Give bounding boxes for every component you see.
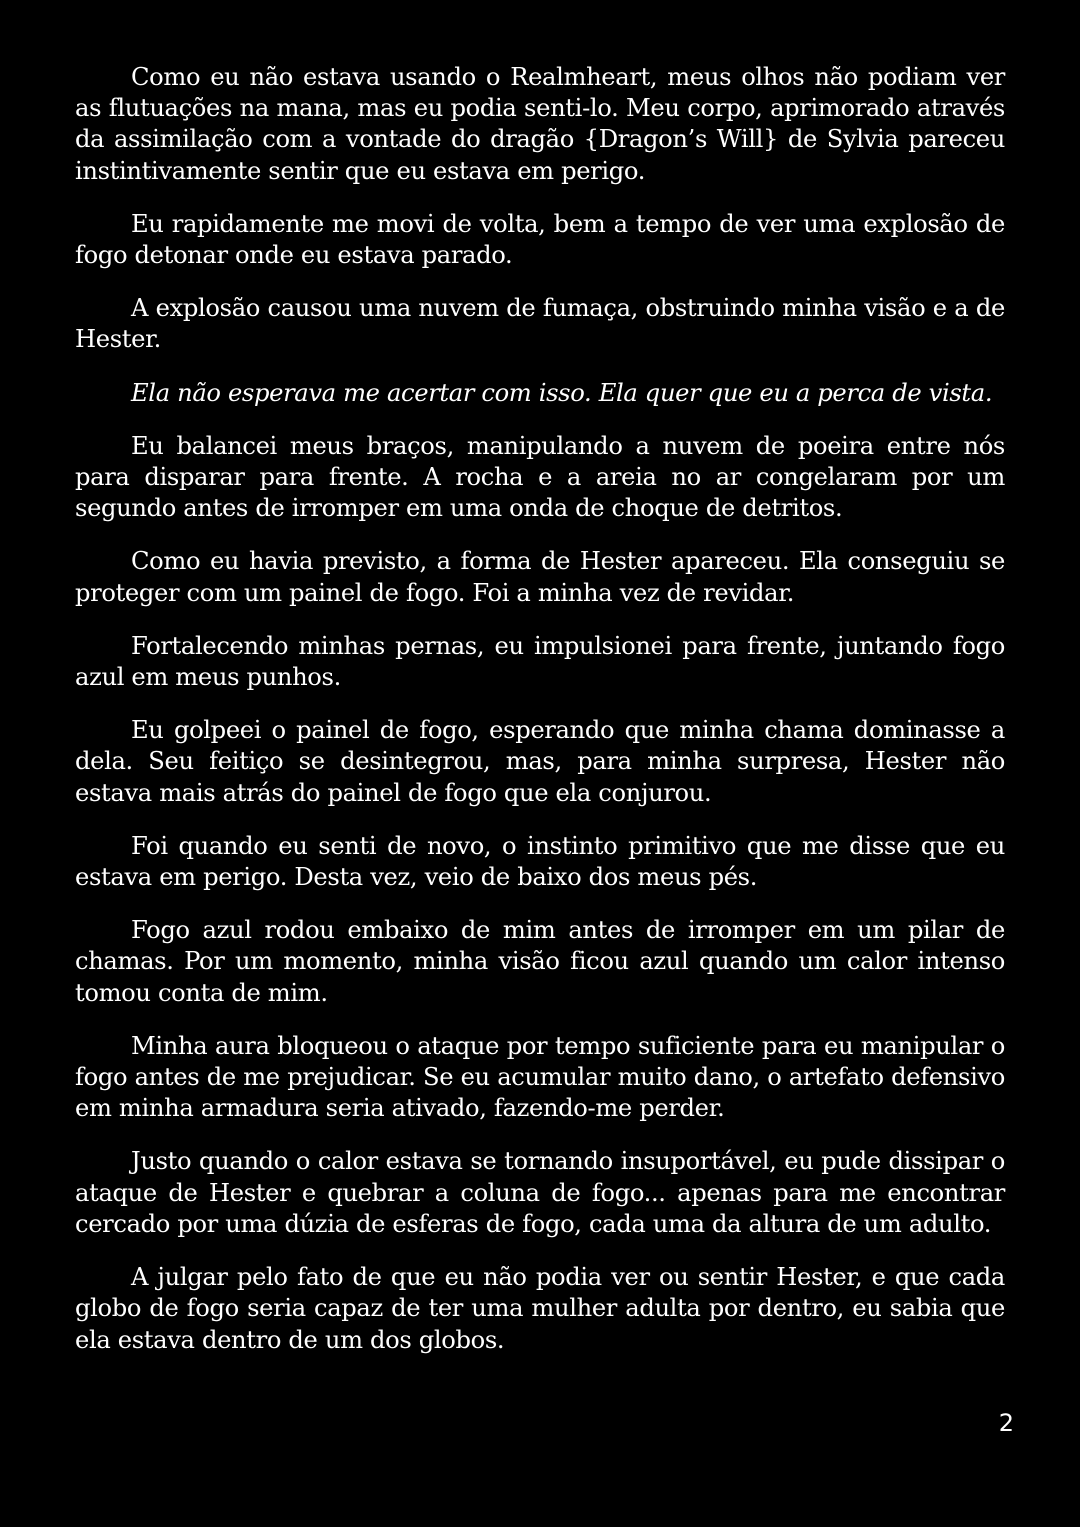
paragraph-12: Justo quando o calor estava se tornando insuportável, eu pude dissipar o ataque de Hester e quebrar a coluna de fogo... apenas para me encontrar cercado por uma dúzia de esferas de fogo, cada uma da altura de um adulto. xyxy=(75,1147,1005,1238)
paragraph-7: Fortalecendo minhas pernas, eu impulsionei para frente, juntando fogo azul em meus punhos. xyxy=(75,631,1005,692)
body-text xyxy=(75,62,1005,1378)
page-number: 2 xyxy=(998,1409,1014,1437)
paragraph-13: A julgar pelo fato de que eu não podia ver ou sentir Hester, e que cada globo de fogo seria capaz de ter uma mulher adulta por dentro, eu sabia que ela estava dentro de um dos globos. xyxy=(75,1263,1005,1354)
paragraph-1: Como eu não estava usando o Realmheart, meus olhos não podiam ver as flutuações na mana, mas eu podia senti-lo. Meu corpo, aprimorado através da assimilação com a vontade do dragão {Dragon’s Will} de Sylvia pareceu instintivamente sentir que eu estava em perigo. xyxy=(75,63,1005,185)
paragraph-4-thought: Ela não esperava me acertar com isso. Ela quer que eu a perca de vista. xyxy=(131,378,993,407)
paragraph-10: Fogo azul rodou embaixo de mim antes de irromper em um pilar de chamas. Por um momento, minha visão ficou azul quando um calor intenso tomou conta de mim. xyxy=(75,916,1005,1007)
paragraph-9: Foi quando eu senti de novo, o instinto primitivo que me disse que eu estava em perigo. Desta vez, veio de baixo dos meus pés. xyxy=(75,831,1005,892)
paragraph-11: Minha aura bloqueou o ataque por tempo suficiente para eu manipular o fogo antes de me prejudicar. Se eu acumular muito dano, o artefato defensivo em minha armadura seria ativado, fazendo-me perder. xyxy=(75,1031,1005,1123)
paragraph-8: Eu golpeei o painel de fogo, esperando que minha chama dominasse a dela. Seu feitiço se desintegrou, mas, para minha surpresa, Hester não estava mais atrás do painel de fogo que ela conjurou. xyxy=(75,716,1005,807)
paragraph-6: Como eu havia previsto, a forma de Hester apareceu. Ela conseguiu se proteger com um painel de fogo. Foi a minha vez de revidar. xyxy=(75,547,1005,607)
paragraph-3: A explosão causou uma nuvem de fumaça, obstruindo minha visão e a de Hester. xyxy=(75,294,1005,354)
paragraph-2: Eu rapidamente me movi de volta, bem a tempo de ver uma explosão de fogo detonar onde eu estava parado. xyxy=(75,209,1005,270)
paragraph-5: Eu balancei meus braços, manipulando a nuvem de poeira entre nós para disparar para frente. A rocha e a areia no ar congelaram por um segundo antes de irromper em uma onda de choque de detritos. xyxy=(75,431,1005,523)
